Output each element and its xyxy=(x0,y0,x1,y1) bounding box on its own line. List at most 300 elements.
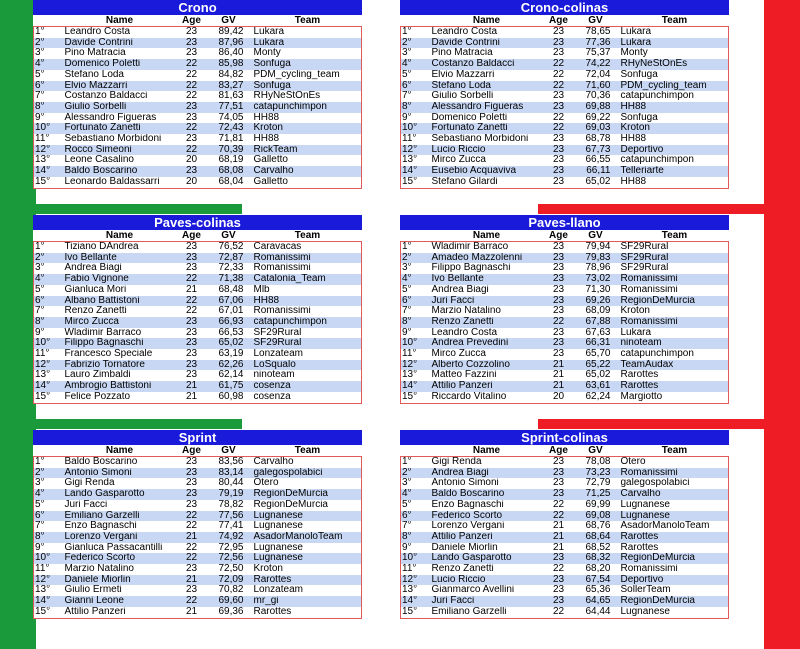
cell-name: Antonio Simoni xyxy=(431,478,543,489)
cell-pos: 8° xyxy=(401,102,431,113)
flag-green-stripe xyxy=(0,0,36,649)
cell-team: Romanissimi xyxy=(250,253,362,264)
panel-title: Sprint-colinas xyxy=(400,430,729,445)
cell-team: Romanissimi xyxy=(617,564,729,575)
cell-gv: 68,19 xyxy=(208,155,250,166)
cell-gv: 83,14 xyxy=(208,468,250,479)
cell-age: 22 xyxy=(543,113,575,124)
cell-pos: 4° xyxy=(401,489,431,500)
cell-name: Andrea Biagi xyxy=(431,468,543,479)
cell-name: Domenico Poletti xyxy=(64,59,176,70)
cell-team: PDM_cycling_team xyxy=(250,70,362,81)
cell-pos: 10° xyxy=(401,553,431,564)
cell-team: SF29Rural xyxy=(617,242,729,253)
cell-pos: 14° xyxy=(34,381,64,392)
cell-age: 23 xyxy=(543,306,575,317)
cell-age: 23 xyxy=(176,478,208,489)
table-row xyxy=(401,134,729,145)
cell-pos: 6° xyxy=(401,81,431,92)
cell-pos: 8° xyxy=(401,532,431,543)
cell-team: Lukara xyxy=(250,27,362,38)
header-row xyxy=(34,230,362,242)
flag-green-band xyxy=(0,204,242,214)
cell-team: Rarottes xyxy=(617,543,729,554)
column-header-age: Age xyxy=(549,445,568,456)
cell-age: 22 xyxy=(543,70,575,81)
cell-gv: 74,05 xyxy=(208,113,250,124)
table-row xyxy=(401,253,729,264)
cell-gv: 78,08 xyxy=(575,457,617,468)
cell-team: ninoteam xyxy=(617,338,729,349)
cell-team: Romanissimi xyxy=(250,263,362,274)
cell-team: AsadorManoloTeam xyxy=(250,532,362,543)
cell-team: Sonfuga xyxy=(617,70,729,81)
cell-pos: 3° xyxy=(401,263,431,274)
cell-name: Albano Battistoni xyxy=(64,296,176,307)
cell-pos: 7° xyxy=(34,306,64,317)
cell-name: Marzio Natalino xyxy=(431,306,543,317)
cell-team: Kroton xyxy=(250,564,362,575)
cell-name: Renzo Zanetti xyxy=(64,306,176,317)
cell-team: Galletto xyxy=(250,177,362,188)
cell-pos: 4° xyxy=(401,274,431,285)
table-row xyxy=(401,370,729,381)
cell-name: Stefano Gilardi xyxy=(431,177,543,188)
cell-age: 23 xyxy=(543,489,575,500)
cell-age: 22 xyxy=(176,596,208,607)
cell-name: Attilio Panzeri xyxy=(431,381,543,392)
cell-team: HH88 xyxy=(617,134,729,145)
table-row xyxy=(401,70,729,81)
panel-title: Crono xyxy=(33,0,362,15)
cell-team: Kroton xyxy=(617,123,729,134)
cell-age: 22 xyxy=(543,59,575,70)
cell-age: 21 xyxy=(543,370,575,381)
cell-pos: 7° xyxy=(401,521,431,532)
cell-pos: 11° xyxy=(34,349,64,360)
cell-gv: 72,95 xyxy=(208,543,250,554)
cell-age: 22 xyxy=(176,145,208,156)
cell-pos: 14° xyxy=(401,596,431,607)
cell-gv: 65,70 xyxy=(575,349,617,360)
table-row xyxy=(401,607,729,618)
cell-name: Elvio Mazzarri xyxy=(431,70,543,81)
cell-name: Juri Facci xyxy=(431,596,543,607)
cell-pos: 5° xyxy=(34,285,64,296)
cell-age: 23 xyxy=(543,166,575,177)
table-row xyxy=(34,242,362,253)
cell-pos: 12° xyxy=(34,360,64,371)
cell-gv: 67,63 xyxy=(575,328,617,339)
cell-age: 23 xyxy=(543,338,575,349)
cell-name: Lucio Riccio xyxy=(431,575,543,586)
cell-gv: 65,36 xyxy=(575,585,617,596)
table-row xyxy=(401,532,729,543)
cell-name: Davide Contrini xyxy=(64,38,176,49)
table-row xyxy=(34,38,362,49)
panel-crono-colinas xyxy=(400,0,729,189)
cell-pos: 1° xyxy=(34,242,64,253)
cell-age: 23 xyxy=(543,328,575,339)
cell-age: 23 xyxy=(176,468,208,479)
cell-name: Riccardo Vitalino xyxy=(431,392,543,403)
cell-name: Wladimir Barraco xyxy=(64,328,176,339)
cell-age: 22 xyxy=(176,511,208,522)
cell-age: 23 xyxy=(543,263,575,274)
column-header-pos xyxy=(34,15,64,27)
cell-name: Fortunato Zanetti xyxy=(431,123,543,134)
table-row xyxy=(34,553,362,564)
cell-age: 21 xyxy=(176,381,208,392)
cell-name: Enzo Bagnaschi xyxy=(64,521,176,532)
flag-red-stripe xyxy=(764,0,800,649)
cell-pos: 15° xyxy=(401,177,431,188)
cell-gv: 67,06 xyxy=(208,296,250,307)
cell-age: 22 xyxy=(176,274,208,285)
cell-team: catapunchimpon xyxy=(250,102,362,113)
table-row xyxy=(401,242,729,253)
cell-gv: 69,99 xyxy=(575,500,617,511)
column-header-pos xyxy=(401,230,431,242)
cell-pos: 1° xyxy=(401,27,431,38)
table-row xyxy=(401,392,729,403)
cell-age: 21 xyxy=(176,285,208,296)
cell-age: 22 xyxy=(543,81,575,92)
cell-name: Mirco Zucca xyxy=(431,349,543,360)
cell-gv: 79,83 xyxy=(575,253,617,264)
cell-age: 23 xyxy=(543,155,575,166)
column-header-gv: GV xyxy=(221,230,236,241)
cell-age: 22 xyxy=(176,306,208,317)
cell-pos: 15° xyxy=(34,392,64,403)
column-header-team: Team xyxy=(661,445,688,456)
cell-name: Felice Pozzato xyxy=(64,392,176,403)
cell-gv: 62,14 xyxy=(208,370,250,381)
cell-pos: 6° xyxy=(401,511,431,522)
cell-team: Lugnanese xyxy=(250,521,362,532)
cell-pos: 4° xyxy=(34,274,64,285)
table-row xyxy=(34,543,362,554)
cell-gv: 62,24 xyxy=(575,392,617,403)
cell-pos: 2° xyxy=(401,38,431,49)
ranking-table xyxy=(400,445,729,619)
cell-name: Ivo Bellante xyxy=(431,274,543,285)
cell-name: Juri Facci xyxy=(431,296,543,307)
cell-pos: 12° xyxy=(34,145,64,156)
cell-team: SF29Rural xyxy=(617,263,729,274)
column-header-team: Team xyxy=(661,15,688,26)
table-row xyxy=(401,338,729,349)
table-row xyxy=(401,285,729,296)
table-row xyxy=(34,317,362,328)
cell-team: HH88 xyxy=(617,177,729,188)
cell-age: 22 xyxy=(543,511,575,522)
table-row xyxy=(401,381,729,392)
table-row xyxy=(34,564,362,575)
cell-name: Gigi Renda xyxy=(431,457,543,468)
cell-pos: 9° xyxy=(34,113,64,124)
cell-name: Lauro Zimbaldi xyxy=(64,370,176,381)
table-row xyxy=(401,38,729,49)
cell-team: HH88 xyxy=(250,134,362,145)
table-row xyxy=(401,596,729,607)
cell-age: 21 xyxy=(543,521,575,532)
cell-gv: 64,65 xyxy=(575,596,617,607)
table-row xyxy=(34,360,362,371)
cell-gv: 72,50 xyxy=(208,564,250,575)
cell-name: Wladimir Barraco xyxy=(431,242,543,253)
cell-age: 22 xyxy=(543,607,575,618)
cell-team: galegospolabici xyxy=(617,478,729,489)
cell-team: catapunchimpon xyxy=(617,155,729,166)
cell-name: Ambrogio Battistoni xyxy=(64,381,176,392)
cell-team: RHyNeStOnEs xyxy=(617,59,729,70)
table-row xyxy=(34,285,362,296)
column-header-gv: GV xyxy=(221,15,236,26)
cell-gv: 84,82 xyxy=(208,70,250,81)
cell-team: Lugnanese xyxy=(250,553,362,564)
cell-name: Stefano Loda xyxy=(431,81,543,92)
cell-gv: 83,27 xyxy=(208,81,250,92)
cell-gv: 70,82 xyxy=(208,585,250,596)
cell-pos: 14° xyxy=(34,166,64,177)
cell-age: 21 xyxy=(543,543,575,554)
cell-pos: 15° xyxy=(401,392,431,403)
flag-green-band xyxy=(0,419,242,429)
cell-name: Costanzo Baldacci xyxy=(431,59,543,70)
cell-pos: 7° xyxy=(34,521,64,532)
cell-age: 23 xyxy=(543,585,575,596)
cell-gv: 65,22 xyxy=(575,360,617,371)
panel-sprint-colinas xyxy=(400,430,729,619)
cell-gv: 68,08 xyxy=(208,166,250,177)
table-row xyxy=(401,145,729,156)
column-header-name: Name xyxy=(105,445,134,456)
column-header-age: Age xyxy=(549,15,568,26)
cell-pos: 10° xyxy=(34,338,64,349)
cell-age: 23 xyxy=(543,91,575,102)
table-row xyxy=(401,564,729,575)
cell-team: Lukara xyxy=(250,38,362,49)
cell-name: Mirco Zucca xyxy=(64,317,176,328)
table-row xyxy=(34,500,362,511)
cell-pos: 9° xyxy=(34,543,64,554)
cell-gv: 61,75 xyxy=(208,381,250,392)
cell-gv: 69,26 xyxy=(575,296,617,307)
table-row xyxy=(34,123,362,134)
cell-gv: 71,81 xyxy=(208,134,250,145)
cell-team: mr_gi xyxy=(250,596,362,607)
cell-gv: 72,56 xyxy=(208,553,250,564)
cell-name: Baldo Boscarino xyxy=(64,457,176,468)
cell-team: AsadorManoloTeam xyxy=(617,521,729,532)
cell-age: 23 xyxy=(176,585,208,596)
column-header-age: Age xyxy=(182,445,201,456)
table-row xyxy=(34,145,362,156)
cell-pos: 11° xyxy=(401,564,431,575)
cell-team: Romanissimi xyxy=(617,285,729,296)
cell-gv: 74,22 xyxy=(575,59,617,70)
cell-name: Leonardo Baldassarri xyxy=(64,177,176,188)
cell-age: 22 xyxy=(176,553,208,564)
cell-gv: 86,40 xyxy=(208,48,250,59)
cell-gv: 68,64 xyxy=(575,532,617,543)
cell-age: 23 xyxy=(176,38,208,49)
cell-pos: 7° xyxy=(401,91,431,102)
cell-pos: 5° xyxy=(401,285,431,296)
cell-pos: 12° xyxy=(401,575,431,586)
cell-team: Lukara xyxy=(617,38,729,49)
table-row xyxy=(401,478,729,489)
cell-age: 23 xyxy=(176,564,208,575)
cell-team: Kroton xyxy=(250,123,362,134)
cell-gv: 68,78 xyxy=(575,134,617,145)
cell-team: Carvalho xyxy=(250,166,362,177)
table-row xyxy=(401,521,729,532)
cell-age: 21 xyxy=(543,360,575,371)
table-row xyxy=(401,349,729,360)
cell-gv: 73,23 xyxy=(575,468,617,479)
table-row xyxy=(34,489,362,500)
cell-age: 23 xyxy=(176,370,208,381)
cell-age: 20 xyxy=(543,392,575,403)
ranking-table xyxy=(33,230,362,404)
cell-age: 22 xyxy=(176,521,208,532)
cell-pos: 1° xyxy=(34,457,64,468)
cell-age: 23 xyxy=(176,317,208,328)
cell-gv: 77,36 xyxy=(575,38,617,49)
table-row xyxy=(401,360,729,371)
cell-gv: 79,19 xyxy=(208,489,250,500)
cell-age: 23 xyxy=(176,102,208,113)
table-row xyxy=(34,532,362,543)
cell-gv: 60,98 xyxy=(208,392,250,403)
cell-gv: 81,63 xyxy=(208,91,250,102)
cell-name: Daniele Miorlin xyxy=(431,543,543,554)
cell-team: Deportivo xyxy=(617,145,729,156)
table-row xyxy=(401,306,729,317)
cell-team: Carvalho xyxy=(617,489,729,500)
cell-pos: 13° xyxy=(34,370,64,381)
cell-age: 23 xyxy=(176,457,208,468)
cell-gv: 77,41 xyxy=(208,521,250,532)
cell-pos: 3° xyxy=(34,48,64,59)
cell-team: RickTeam xyxy=(250,145,362,156)
table-row xyxy=(34,607,362,618)
cell-age: 23 xyxy=(543,177,575,188)
cell-team: ninoteam xyxy=(250,370,362,381)
cell-pos: 11° xyxy=(34,134,64,145)
panel-title: Paves-llano xyxy=(400,215,729,230)
cell-gv: 77,51 xyxy=(208,102,250,113)
cell-name: Gianmarco Avellini xyxy=(431,585,543,596)
cell-gv: 74,92 xyxy=(208,532,250,543)
table-row xyxy=(401,59,729,70)
table-row xyxy=(401,553,729,564)
table-row xyxy=(34,511,362,522)
cell-name: Juri Facci xyxy=(64,500,176,511)
cell-gv: 65,02 xyxy=(208,338,250,349)
cell-pos: 4° xyxy=(401,59,431,70)
cell-gv: 67,01 xyxy=(208,306,250,317)
table-row xyxy=(34,596,362,607)
table-row xyxy=(34,338,362,349)
cell-pos: 2° xyxy=(34,468,64,479)
cell-pos: 3° xyxy=(34,263,64,274)
cell-name: Alberto Cozzolino xyxy=(431,360,543,371)
table-row xyxy=(34,274,362,285)
cell-pos: 7° xyxy=(401,306,431,317)
cell-team: PDM_cycling_team xyxy=(617,81,729,92)
cell-team: Telleriarte xyxy=(617,166,729,177)
cell-name: Tiziano DAndrea xyxy=(64,242,176,253)
cell-pos: 5° xyxy=(34,70,64,81)
cell-pos: 9° xyxy=(401,113,431,124)
cell-age: 23 xyxy=(543,349,575,360)
cell-age: 23 xyxy=(543,575,575,586)
cell-name: Pino Matracia xyxy=(64,48,176,59)
cell-gv: 76,52 xyxy=(208,242,250,253)
cell-age: 23 xyxy=(543,242,575,253)
cell-name: Gianluca Passacantilli xyxy=(64,543,176,554)
cell-team: Lugnanese xyxy=(617,500,729,511)
table-row xyxy=(401,113,729,124)
cell-age: 22 xyxy=(543,500,575,511)
column-header-gv: GV xyxy=(588,445,603,456)
cell-age: 23 xyxy=(176,263,208,274)
table-row xyxy=(34,392,362,403)
cell-team: Romanissimi xyxy=(617,317,729,328)
cell-team: RHyNeStOnEs xyxy=(250,91,362,102)
cell-gv: 70,39 xyxy=(208,145,250,156)
cell-pos: 8° xyxy=(34,532,64,543)
cell-age: 23 xyxy=(543,285,575,296)
cell-name: Lando Gasparotto xyxy=(64,489,176,500)
table-row xyxy=(34,370,362,381)
table-row xyxy=(34,296,362,307)
cell-name: Amadeo Mazzolenni xyxy=(431,253,543,264)
table-row xyxy=(401,489,729,500)
cell-name: Eusebio Acquaviva xyxy=(431,166,543,177)
cell-age: 23 xyxy=(543,134,575,145)
cell-pos: 15° xyxy=(34,177,64,188)
cell-name: Filippo Bagnaschi xyxy=(64,338,176,349)
cell-name: Francesco Speciale xyxy=(64,349,176,360)
cell-name: Enzo Bagnaschi xyxy=(431,500,543,511)
cell-team: HH88 xyxy=(250,296,362,307)
cell-age: 23 xyxy=(176,328,208,339)
table-row xyxy=(34,70,362,81)
cell-age: 23 xyxy=(176,500,208,511)
cell-name: Filippo Bagnaschi xyxy=(431,263,543,274)
cell-name: Antonio Simoni xyxy=(64,468,176,479)
cell-gv: 72,09 xyxy=(208,575,250,586)
cell-pos: 13° xyxy=(34,155,64,166)
cell-pos: 5° xyxy=(401,70,431,81)
table-row xyxy=(401,166,729,177)
cell-gv: 66,55 xyxy=(575,155,617,166)
cell-name: Costanzo Baldacci xyxy=(64,91,176,102)
header-row xyxy=(401,445,729,457)
cell-name: Giulio Sorbelli xyxy=(64,102,176,113)
table-row xyxy=(401,296,729,307)
cell-age: 23 xyxy=(543,478,575,489)
cell-pos: 6° xyxy=(34,81,64,92)
header-row xyxy=(401,15,729,27)
cell-age: 21 xyxy=(176,532,208,543)
column-header-team: Team xyxy=(294,230,321,241)
cell-name: Fortunato Zanetti xyxy=(64,123,176,134)
